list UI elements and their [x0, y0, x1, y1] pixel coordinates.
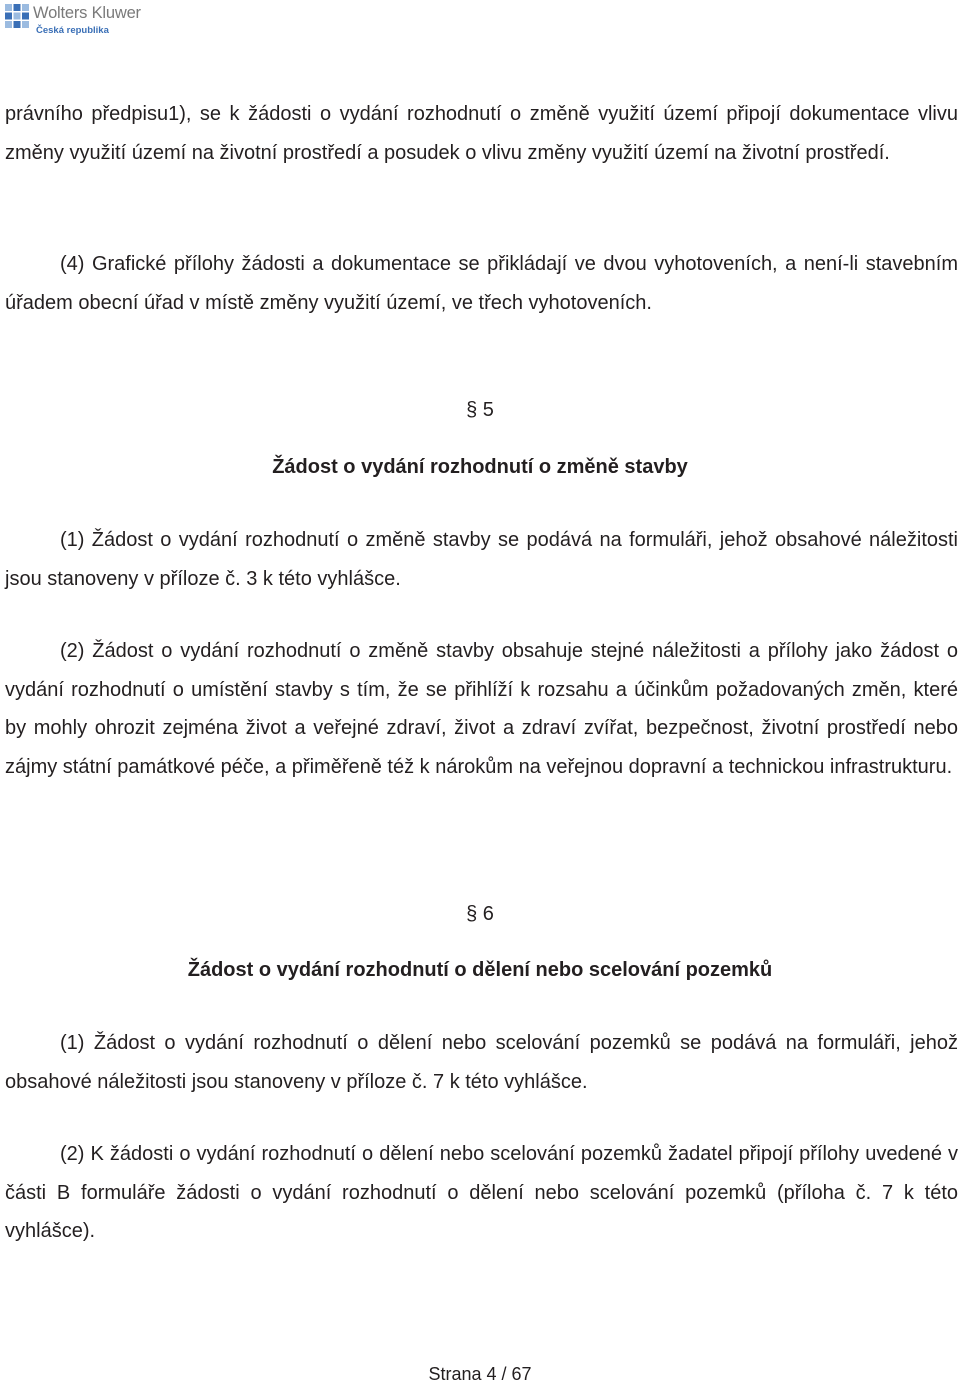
paragraph-intro: právního předpisu1), se k žádosti o vydání rozhodnutí o změně využití území připojí dokumentace vlivu změny využití území na životní prostředí a posudek o vlivu změny využití území na životní prostředí.	[5, 103, 958, 164]
section-6-paragraph-1: (1) Žádost o vydání rozhodnutí o dělení nebo scelování pozemků se podává na formuláři, jehož obsahové náležitosti jsou stanoveny v příloze č. 7 k této vyhlášce.	[5, 1032, 958, 1093]
section-6-title: Žádost o vydání rozhodnutí o dělení nebo scelování pozemků	[187, 959, 773, 981]
section-5-paragraph-2: (2) Žádost o vydání rozhodnutí o změně stavby obsahuje stejné náležitosti a přílohy jako žádost o vydání rozhodnutí o umístění stavby s tím, že se přihlíží k rozsahu a účinkům požadovaných změn, které by mohly ohrozit zejména život a veřejné zdraví, život a zdraví zvířat, bezpečnost, životní prostředí nebo zájmy státní památkové péče, a přiměřeně též k nárokům na veřejnou dopravní a technickou infrastrukturu.	[5, 640, 958, 778]
paragraph-graphic-attachments: (4) Grafické přílohy žádosti a dokumentace se přikládají ve dvou vyhotoveních, a není-li stavebním úřadem obecní úřad v místě změny využití území, ve třech vyhotoveních.	[5, 253, 958, 314]
wolters-kluwer-logo	[5, 4, 145, 36]
brand-subtitle: Česká republika	[36, 25, 109, 36]
brand-name: Wolters Kluwer	[33, 4, 141, 22]
section-5-title: Žádost o vydání rozhodnutí o změně stavby	[272, 456, 688, 478]
wolters-kluwer-logo-icon	[5, 4, 29, 28]
section-5-number: § 5	[466, 399, 494, 421]
page-number: Strana 4 / 67	[428, 1364, 532, 1384]
section-6-number: § 6	[466, 903, 494, 925]
section-6-paragraph-2: (2) K žádosti o vydání rozhodnutí o dělení nebo scelování pozemků žadatel připojí přílohy uvedené v části B formuláře žádosti o vydání rozhodnutí o dělení nebo scelování pozemků (příloha č. 7 k této vyhlášce).	[5, 1143, 958, 1242]
section-5-paragraph-1: (1) Žádost o vydání rozhodnutí o změně stavby se podává na formuláři, jehož obsahové náležitosti jsou stanoveny v příloze č. 3 k této vyhlášce.	[5, 529, 958, 590]
